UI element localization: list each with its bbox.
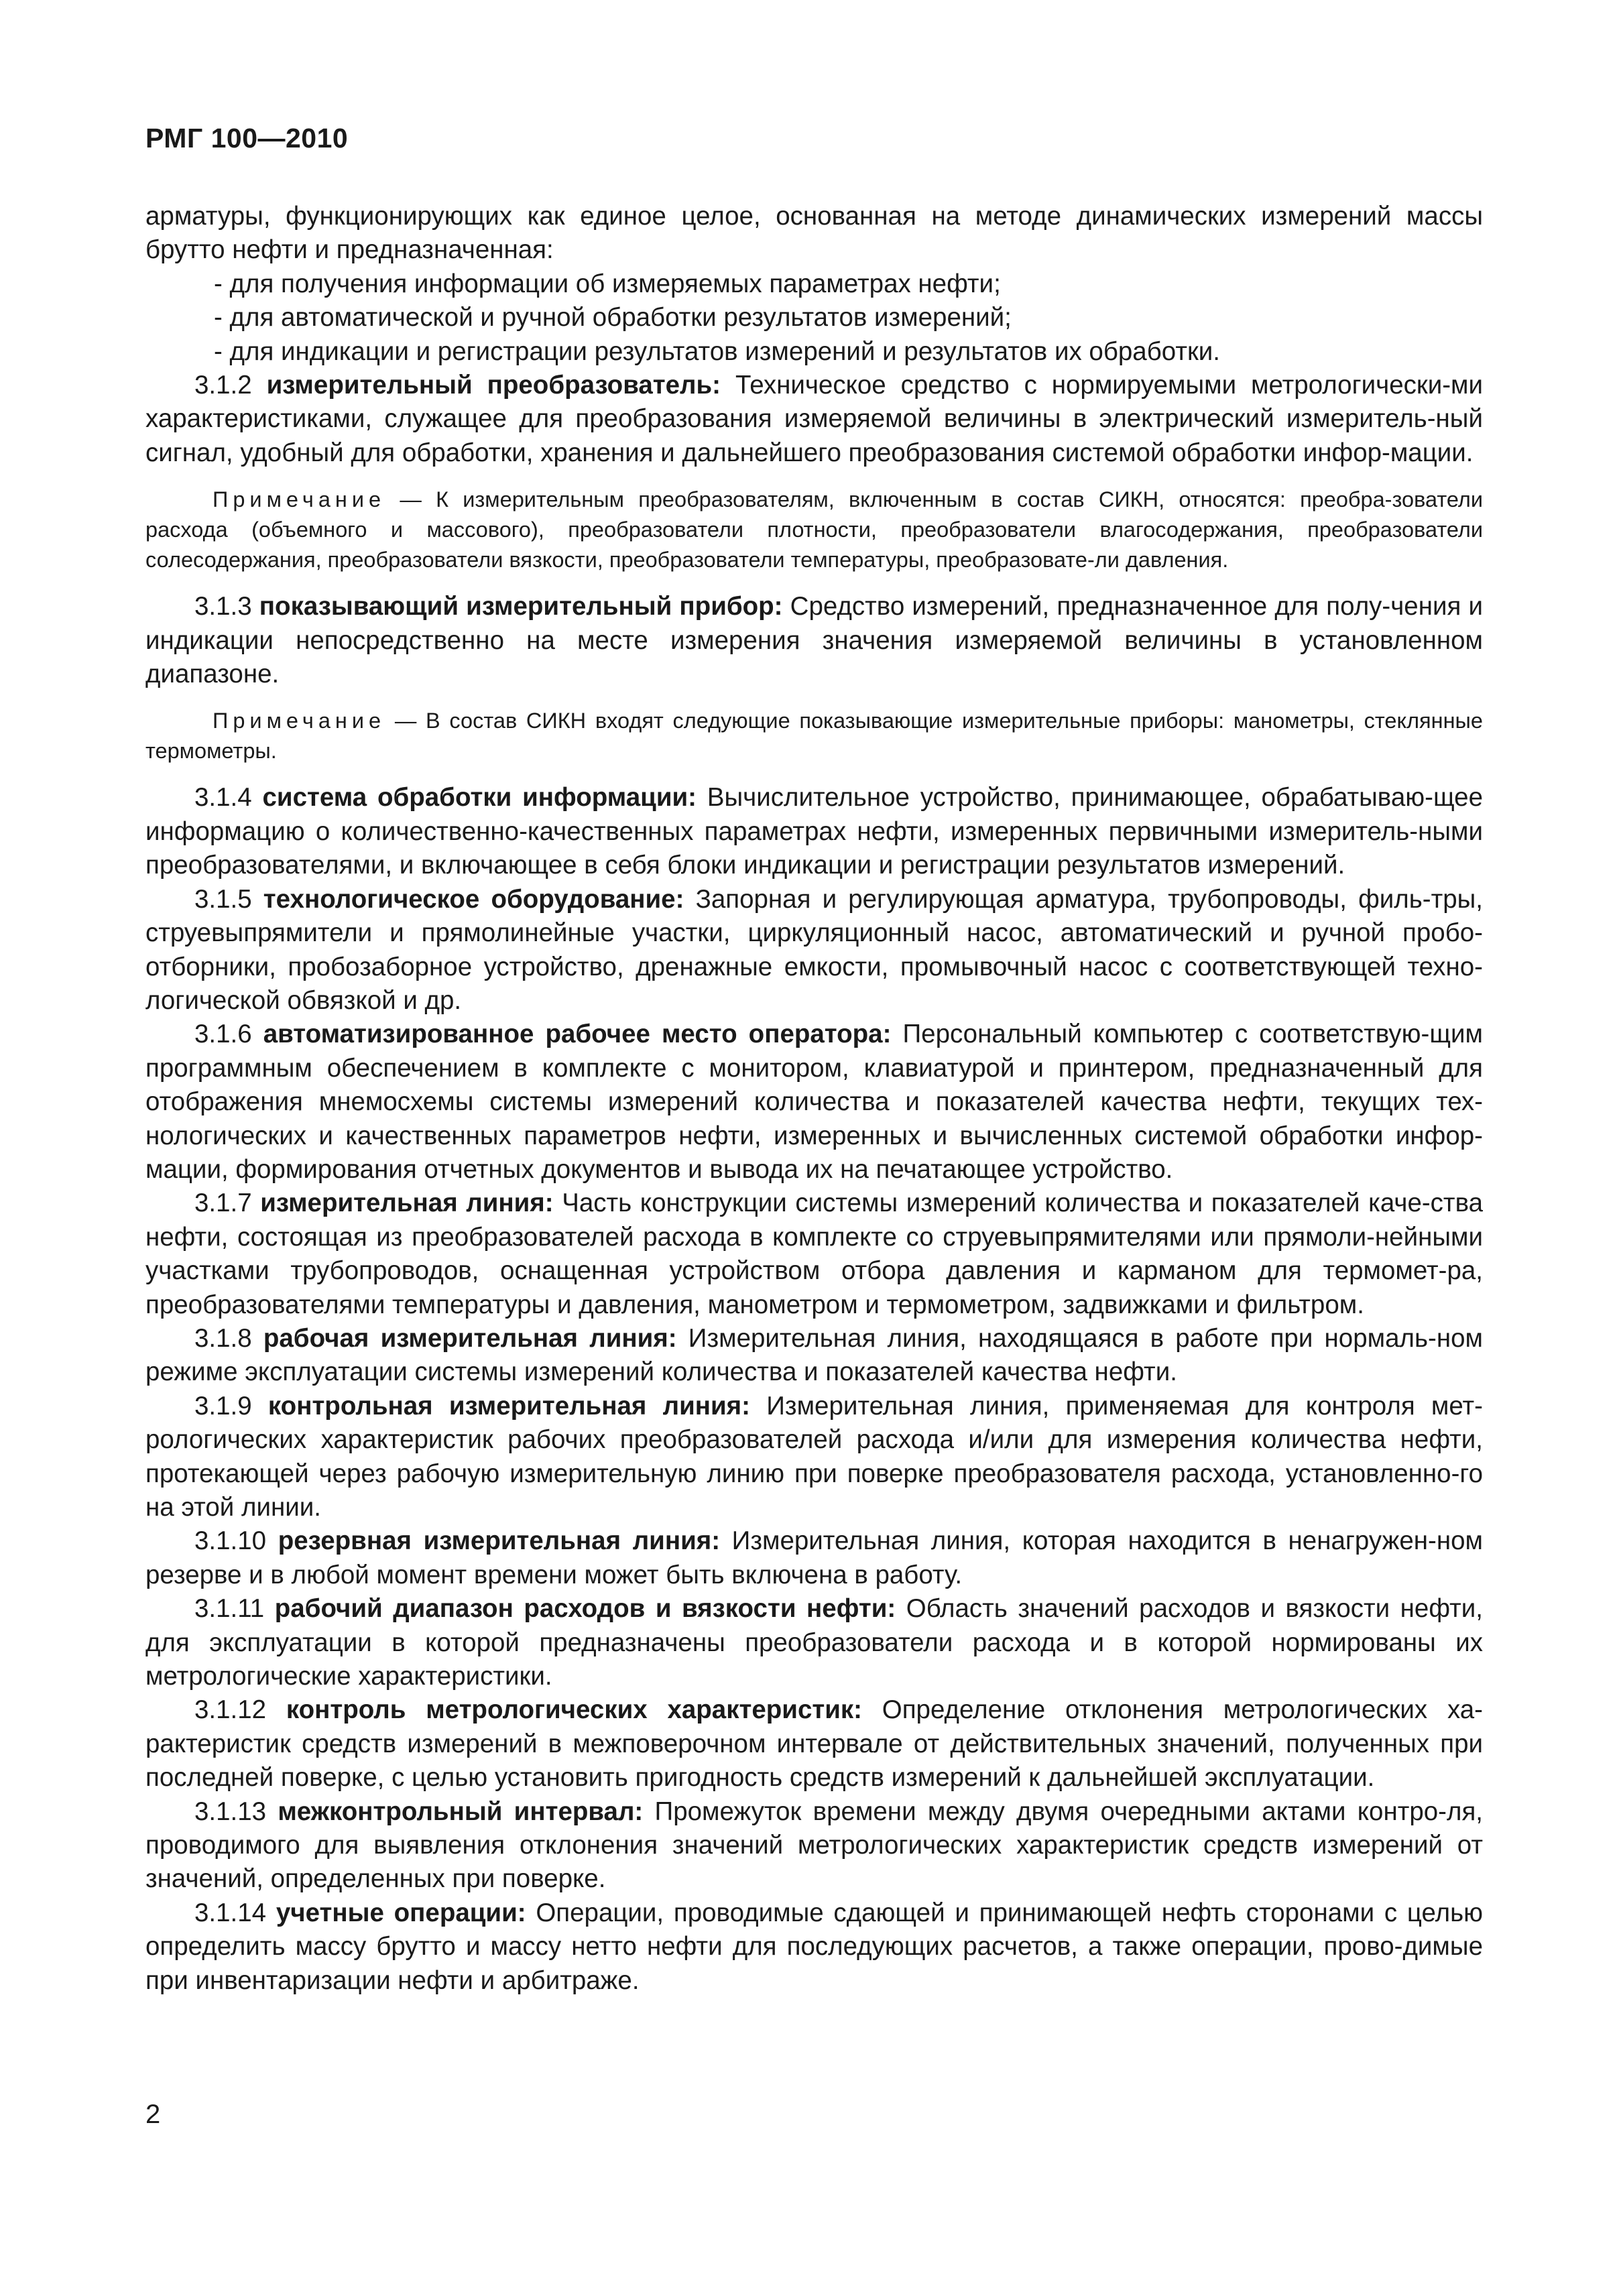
definition-3-1-4 (145, 781, 1483, 882)
definition-number: 3.1.5 (194, 884, 252, 914)
definition-text: Определение отклонения метрологических ха-рактеристик средств измерений в межповерочном интервале от действительных значений, полученных при последней поверке, с целью установить пригодность средств измерений к дальнейшей эксплуатации. (145, 1695, 1484, 1793)
definition-text: Промежуток времени между двумя очередными актами контро-ля, проводимого для выявления отклонения значений метрологических характеристик средств измерений от значений, определенных при поверке. (145, 1797, 1483, 1894)
definition-3-1-8 (145, 1322, 1483, 1390)
definition-3-1-14 (145, 1896, 1483, 1998)
definition-number: 3.1.9 (194, 1391, 252, 1421)
definition-number: 3.1.13 (194, 1797, 267, 1826)
definition-term: система обработки информации: (262, 783, 697, 812)
definition-text: Техническое средство с нормируемыми метрологически-ми характеристиками, служащее для преобразования измеряемой величины в электрический измеритель-ный сигнал, удобный для обработки, хранения и дальнейшего преобразования системой обработки инфор-мации. (145, 371, 1483, 467)
definition-text: Область значений расходов и вязкости нефти, для эксплуатации в которой предназначены преобразователи расхода и в которой нормированы их метрологические характеристики. (145, 1594, 1484, 1691)
definition-number: 3.1.10 (194, 1526, 267, 1556)
note-label: Примечание (213, 709, 386, 733)
definition-text: Измерительная линия, находящаяся в работе при нормаль-ном режиме эксплуатации системы измерений количества и показателей качества нефти. (145, 1323, 1483, 1387)
definition-number: 3.1.7 (194, 1189, 252, 1218)
definition-number: 3.1.8 (194, 1323, 252, 1353)
page-number: 2 (145, 2100, 161, 2129)
definition-3-1-12 (145, 1693, 1483, 1795)
intro-list-item: - для индикации и регистрации результатов измерений и результатов их обработки. (214, 337, 1220, 366)
definition-term: измерительная линия: (260, 1189, 554, 1218)
definition-3-1-13 (145, 1795, 1483, 1896)
definition-number: 3.1.12 (194, 1695, 267, 1725)
definition-text: Измерительная линия, которая находится в ненагружен-ном резерве и в любой момент времени может быть включена в работу. (145, 1526, 1483, 1589)
definition-term: технологическое оборудование: (263, 884, 684, 914)
definition-number: 3.1.11 (194, 1594, 265, 1624)
definition-3-1-7 (145, 1187, 1483, 1322)
definition-3-1-10 (145, 1524, 1483, 1592)
definition-term: рабочий диапазон расходов и вязкости нефти: (274, 1594, 896, 1624)
definition-text: Измерительная линия, применяемая для контроля мет-рологических характеристик рабочих преобразователей расхода и/или для измерения количества нефти, протекающей через рабочую измерительную линию при поверке преобразователя расхода, установленно-го на этой линии. (145, 1391, 1483, 1522)
definition-3-1-9 (145, 1390, 1483, 1525)
definition-text: Средство измерений, предназначенное для полу-чения и индикации непосредственно на месте измерения значения измеряемой величины в установленном диапазоне. (145, 592, 1483, 689)
definition-number: 3.1.2 (194, 371, 252, 400)
intro-list-item: - для получения информации об измеряемых параметрах нефти; (214, 269, 1001, 298)
document-body (145, 200, 1483, 1998)
definition-3-1-5 (145, 883, 1483, 1018)
definition-term: контроль метрологических характеристик: (286, 1695, 862, 1725)
note-text: — В состав СИКН входят следующие показывающие измерительные приборы: манометры, стеклянные термометры. (145, 709, 1483, 764)
definition-text: Персональный компьютер с соответствую-щим программным обеспечением в комплекте с монитором, клавиатурой и принтером, предназначенный для отображения мнемосхемы системы измерений количества и показателей качества нефти, текущих тех-нологических и качественных параметров нефти, измеренных и вычисленных системой обработки инфор-мации, формирования отчетных документов и вывода их на печатающее устройство. (145, 1020, 1483, 1184)
definition-text: Часть конструкции системы измерений количества и показателей каче-ства нефти, состоящая из преобразователей расхода в комплекте со струевыпрямителями или прямоли-нейными участками трубопроводов, оснащенная устройством отбора давления и карманом для термомет-ра, преобразователями температуры и давления, манометром и термометром, задвижками и фильтром. (145, 1189, 1483, 1319)
definition-term: учетные операции: (276, 1898, 526, 1927)
definition-term: резервная измерительная линия: (278, 1526, 721, 1556)
definition-number: 3.1.3 (194, 592, 252, 621)
definition-term: межконтрольный интервал: (278, 1797, 644, 1826)
definition-term: показывающий измерительный прибор: (259, 592, 783, 621)
definition-3-1-11 (145, 1592, 1483, 1693)
definition-term: измерительный преобразователь: (266, 371, 721, 400)
definition-term: рабочая измерительная линия: (263, 1323, 677, 1353)
intro-paragraph: арматуры, функционирующих как единое целое, основанная на методе динамических измерений массы брутто нефти и предназначенная: (145, 202, 1483, 265)
note-1 (145, 485, 1483, 575)
document-code-header: РМГ 100—2010 (145, 123, 349, 154)
definition-term: контрольная измерительная линия: (267, 1391, 750, 1421)
definition-3-1-2 (145, 369, 1483, 470)
definition-term: автоматизированное рабочее место оператора: (263, 1020, 892, 1049)
note-2 (145, 706, 1483, 766)
definition-number: 3.1.14 (194, 1898, 267, 1927)
definition-text: Операции, проводимые сдающей и принимающей нефть сторонами с целью определить массу брутто и массу нетто нефти для последующих расчетов, а также операции, прово-димые при инвентаризации нефти и арбитраже. (145, 1898, 1484, 1995)
intro-list-item: - для автоматической и ручной обработки результатов измерений; (214, 303, 1012, 333)
definition-3-1-6 (145, 1018, 1483, 1187)
note-text: — К измерительным преобразователям, включенным в состав СИКН, относятся: преобра-зователи расхода (объемного и массового), преобразователи плотности, преобразователи влагосодержания, преобразователи солесодержания, преобразователи вязкости, преобразователи температуры, преобразовате-ли давления. (145, 487, 1483, 572)
definition-3-1-3 (145, 590, 1483, 691)
definition-number: 3.1.6 (194, 1020, 252, 1049)
definition-text: Вычислительное устройство, принимающее, обрабатываю-щее информацию о количественно-качественных параметрах нефти, измеренных первичными измеритель-ными преобразователями, и включающее в себя блоки индикации и регистрации результатов измерений. (145, 783, 1484, 880)
definition-text: Запорная и регулирующая арматура, трубопроводы, филь-тры, струевыпрямители и прямолинейные участки, циркуляционный насос, автоматический и ручной пробо-отборники, пробозаборное устройство, дренажные емкости, промывочный насос с соответствующей техно-логической обвязкой и др. (145, 884, 1484, 1015)
note-label: Примечание (213, 487, 386, 512)
definition-number: 3.1.4 (194, 783, 252, 812)
